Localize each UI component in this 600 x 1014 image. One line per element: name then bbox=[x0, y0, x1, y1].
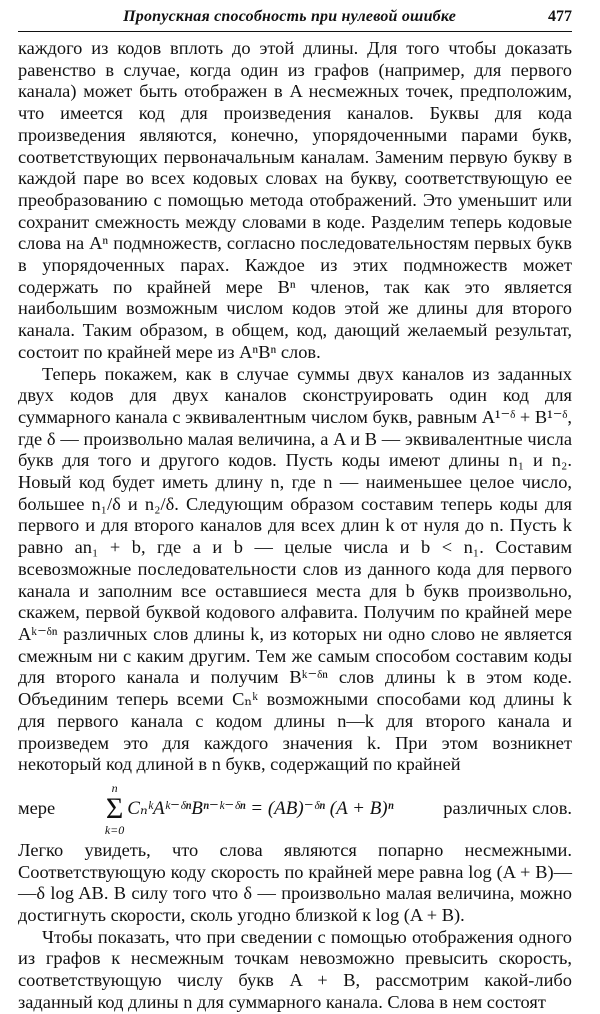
formula-lead-word: мере bbox=[18, 798, 56, 819]
summation-operator bbox=[105, 782, 124, 836]
paragraph-last: Чтобы показать, что при сведении с помощью отображения одного из графов к несмежным точкам невозможно превысить скорость, соответствующую числу букв A + B, рассмотрим какой-либо заданный код длины n для суммарного канала. Слова в нем состоят bbox=[18, 926, 572, 1012]
sum-lower-limit: k=0 bbox=[104, 822, 125, 837]
formula-trailing-words: различных слов. bbox=[443, 798, 572, 819]
page-number: 477 bbox=[548, 8, 572, 25]
display-formula-line bbox=[18, 780, 572, 838]
paragraph-after-formula: Легко увидеть, что слова являются попарно несмежными. Соответствующую коду скорость по крайней мере равна log (A + B)— —δ log AB. В силу того что δ — произвольно малая величина, можно достигнуть скорости, сколь угодно близкой к log (A + B). bbox=[18, 839, 572, 926]
sigma-symbol: Σ bbox=[105, 791, 124, 825]
running-title: Пропускная способность при нулевой ошибке bbox=[123, 8, 456, 25]
display-formula bbox=[105, 782, 394, 836]
sum-upper-limit: n bbox=[111, 780, 118, 795]
paragraph-2: Теперь покажем, как в случае суммы двух каналов из заданных двух кодов для двух каналов сконструировать один код для суммарного канала с эквивалентным числом букв, равным A¹⁻ᵟ + B¹⁻ᵟ, где δ — произвольно малая величина, а A и B — эквивалентные числа букв для того и другого кодов. Пусть коды имеют длины n₁ и n₂. Новый код будет иметь длину n, где n — наименьшее целое число, большее n₁/δ и n₂/δ. Следующим образом составим теперь коды для первого и для второго каналов для всех длин k от нуля до n. Пусть k равно an₁ + b, где a и b — целые числа и b < n₁. Составим всевозможные последовательности слов из данного кода для первого канала и заполним все оставшиеся места для b букв произвольно, скажем, первой буквой кодового алфавита. Получим по крайней мере Aᵏ⁻ᵟⁿ различных слов длины k, из которых ни одно слово не является смежным ни с каким другим. Тем же самым способом составим коды для второго канала и получим Bᵏ⁻ᵟⁿ слов длины k в этом коде. Объединим теперь всеми Cₙᵏ возможными способами код длины k для первого канала с кодом длины n—k для второго канала и произведем это для каждого значения k. При этом возникнет некоторый код длиной в n букв, содержащий по крайней bbox=[18, 363, 572, 775]
paragraph-1: каждого из кодов вплоть до этой длины. Для того чтобы доказать равенство в случае, когда один из графов (например, для первого канала) может быть отображен в A несмежных точек, предположим, что имеется код для произведения каналов. Буквы для кода произведения являются, конечно, упорядоченными парами букв, соответствующих первоначальным каналам. Заменим первую букву в каждой паре во всех кодовых словах на букву, соответствующую ее преобразованию с помощью метода отображений. Это уменьшит или сохранит смежность между словами в коде. Разделим теперь кодовые слова на Aⁿ подмножеств, согласно последовательностям первых букв в упорядоченных парах. Каждое из этих подмножеств может содержать по крайней мере Bⁿ членов, так как это является наибольшим возможным числом кодов этой же длины для второго канала. Таким образом, в общем, код, дающий желаемый результат, состоит по крайней мере из AⁿBⁿ слов. bbox=[18, 38, 572, 362]
running-header bbox=[18, 8, 572, 32]
formula-expression: CₙᵏAᵏ⁻ᵟⁿBⁿ⁻ᵏ⁻ᵟⁿ = (AB)⁻ᵟⁿ (A + B)ⁿ bbox=[127, 798, 394, 820]
page-body bbox=[18, 38, 572, 1014]
